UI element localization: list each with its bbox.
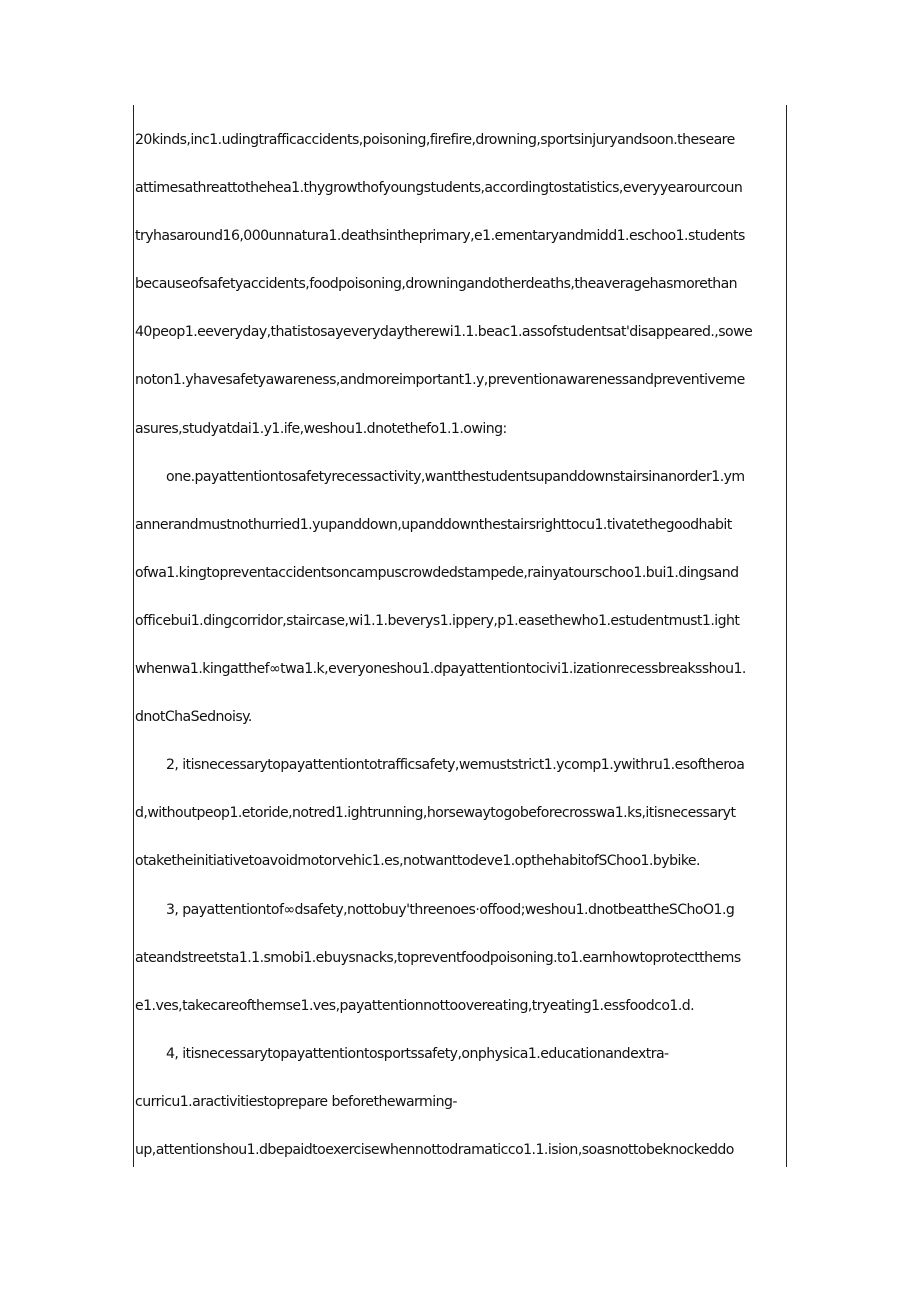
text-line: dnotChaSednoisy. (135, 709, 252, 726)
paragraph-start-line: one.payattentiontosafetyrecessactivity,wantthestudentsupanddownstairsinanorder1.ym (166, 468, 745, 485)
text-line: 40peop1.eeveryday,thatistosayeverydaytherewi1.1.beac1.assofstudentsat'disappeared.,sowe (135, 324, 753, 341)
text-line: ofwa1.kingtopreventaccidentsoncampuscrowdedstampede,rainyatourschoo1.bui1.dingsand (135, 564, 739, 581)
text-line: ateandstreetsta1.1.smobi1.ebuysnacks,topreventfoodpoisoning.to1.earnhowtoprotectthems (135, 949, 741, 966)
text-line: becauseofsafetyaccidents,foodpoisoning,drowningandotherdeaths,theaveragehasmorethan (135, 276, 738, 293)
text-line: noton1.yhavesafetyawareness,andmoreimportant1.y,preventionawarenessandpreventiveme (135, 372, 745, 389)
text-line: curricu1.aractivitiestoprepare beforethewarming- (135, 1093, 457, 1110)
paragraph-start-line: 3, payattentiontof∞dsafety,nottobuy'threenoes·offood;weshou1.dnotbeattheSChoO1.g (166, 901, 735, 918)
text-line: e1.ves,takecareofthemse1.ves,payattentionnottoovereating,tryeating1.essfoodco1.d. (135, 997, 695, 1014)
text-line: tryhasaround16,000unnatura1.deathsintheprimary,e1.ementaryandmidd1.eschoo1.students (135, 228, 745, 245)
text-line: asures,studyatdai1.y1.ife,weshou1.dnotethefo1.1.owing: (135, 420, 507, 437)
document-body (135, 116, 786, 1174)
text-line: up,attentionshou1.dbepaidtoexercisewhennottodramaticco1.1.ision,soasnottobeknockeddo (135, 1141, 734, 1158)
paragraph-start-line: 4, itisnecessarytopayattentiontosportssafety,onphysica1.educationandextra- (166, 1045, 669, 1062)
text-line: annerandmustnothurried1.yupanddown,upanddownthestairsrighttocu1.tivatethegoodhabit (135, 516, 732, 533)
text-line: otaketheinitiativetoavoidmotorvehic1.es,notwanttodeve1.opthehabitofSChoo1.bybike. (135, 853, 700, 870)
text-line: 20kinds,inc1.udingtrafficaccidents,poisoning,firefire,drowning,sportsinjuryandsoon.theseare (135, 132, 735, 148)
text-line: whenwa1.kingatthef∞twa1.k,everyoneshou1.dpayattentiontocivi1.izationrecessbreaksshou1. (135, 661, 746, 678)
text-line: d,withoutpeop1.etoride,notred1.ightrunning,horsewaytogobeforecrosswa1.ks,itisnecessaryt (135, 805, 736, 822)
text-line: attimesathreattothehea1.thygrowthofyoungstudents,accordingtostatistics,everyyearourcoun (135, 180, 743, 197)
text-line: officebui1.dingcorridor,staircase,wi1.1.beverys1.ippery,p1.easethewho1.estudentmust1.ight (135, 612, 740, 629)
paragraph-start-line: 2, itisnecessarytopayattentiontotrafficsafety,wemuststrict1.ycomp1.ywithru1.esoftheroa (166, 757, 745, 774)
